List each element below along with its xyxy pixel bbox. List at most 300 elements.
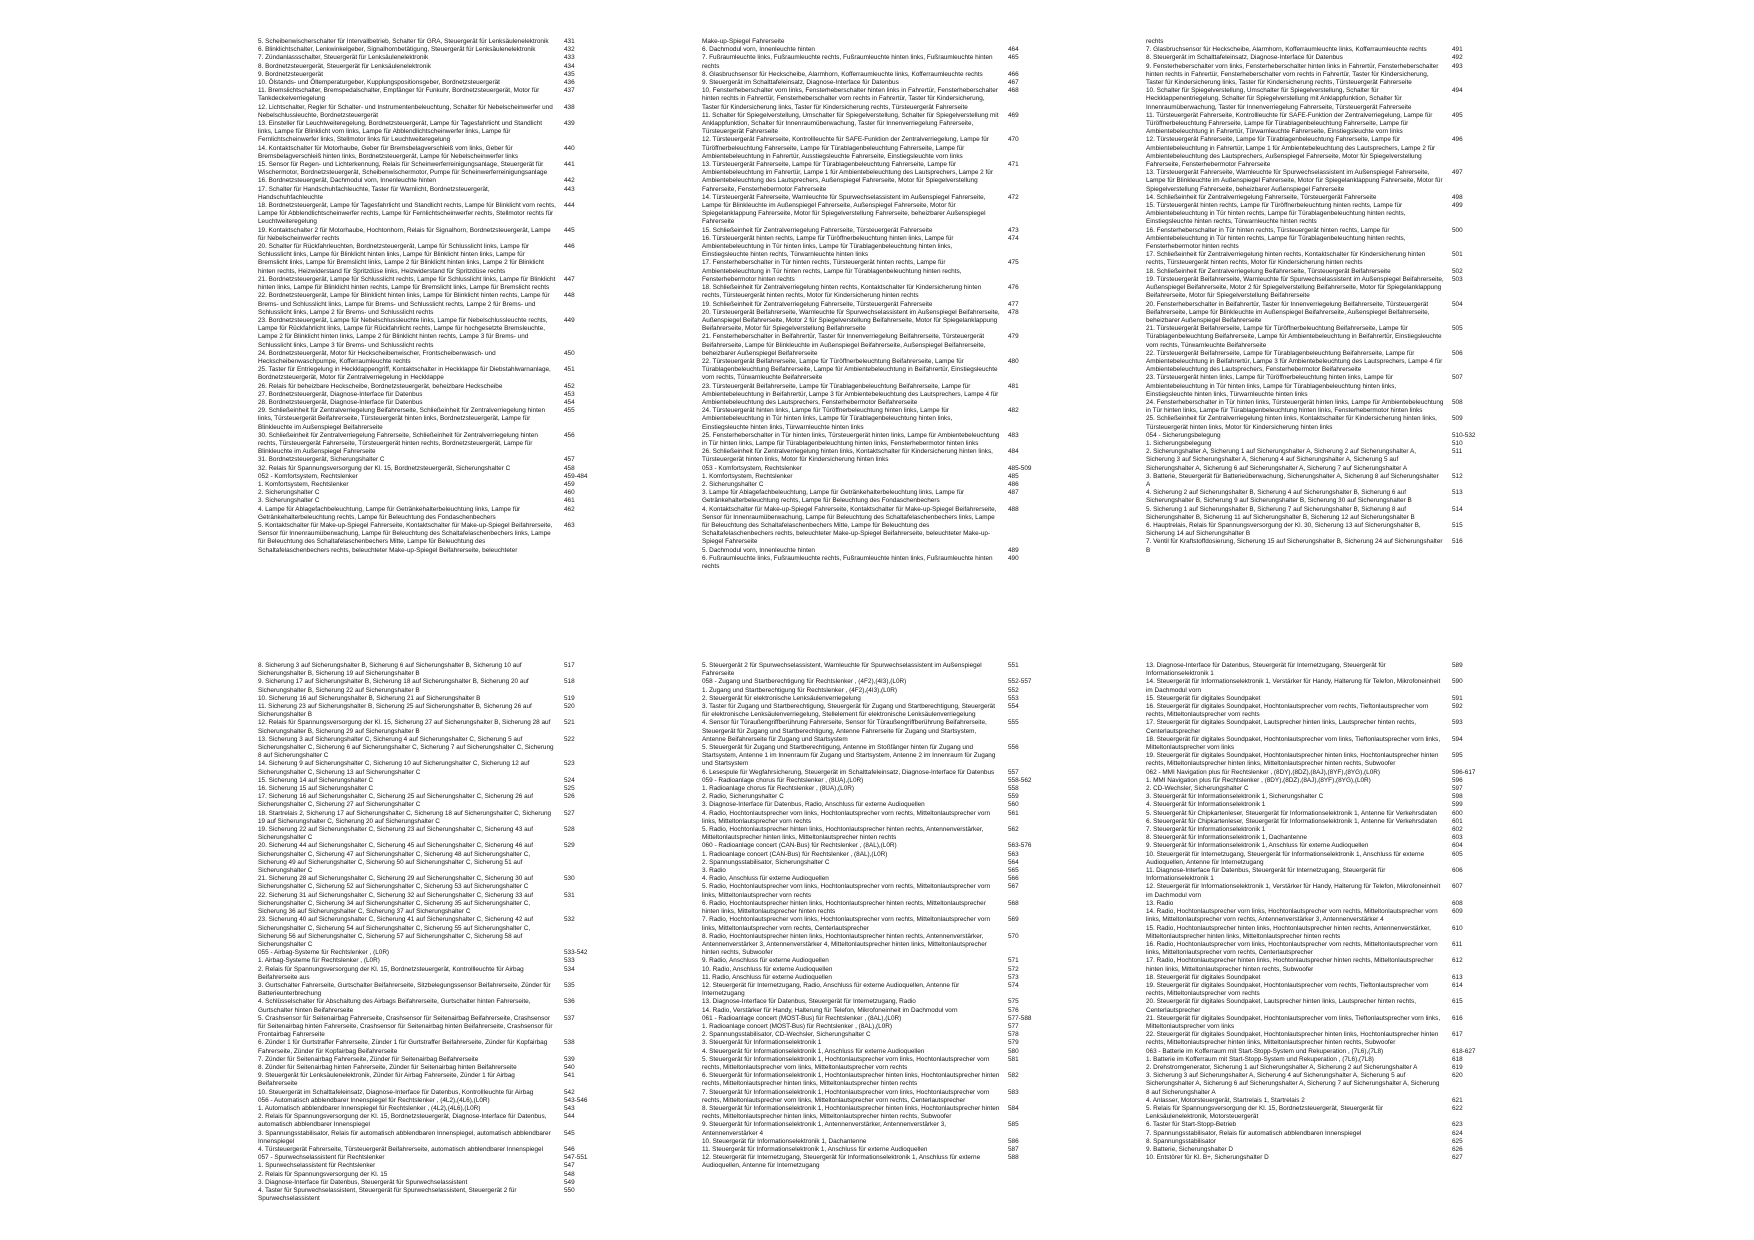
entry-page-number: 500 — [1452, 226, 1463, 234]
entry-text: 6. Fußraumleuchte links, Fußraumleuchte rechts, Fußraumleuchte hinten links, Fußraumleuchte hinten rechts — [702, 554, 993, 570]
entry-page-number: 563 — [1008, 850, 1019, 858]
entry-page-number: 533-542 — [564, 949, 588, 957]
entry-page-number: 498 — [1452, 193, 1463, 201]
index-column-3-bottom — [1146, 662, 1496, 1162]
entry-text: 13. Türsteuergerät Fahrerseite, Lampe für Türablagenbeleuchtung Fahrerseite, Lampe für Ambientebeleuchtung im Fahrertür, Lampe 1 für Ambientebeleuchtung des Lautsprechers, Lampe 2 für Ambientebeleuchtung des Lautsprechers, Außenspiegel Fahrerseite, Motor für Spiegelverstellung Fahrerseite, Fensterhebermotor Fahrerseite — [702, 161, 993, 193]
index-entry — [1146, 900, 1496, 908]
entry-page-number: 623 — [1452, 1121, 1463, 1129]
entry-text: 054 - Sicherungsbelegung — [1146, 431, 1221, 439]
entry-text: 16. Fensterheberschalter in Tür hinten rechts, Türsteuergerät hinten rechts, Lampe für Ambientebeleuchtung in Tür hinten rechts, Lampe für Türablagenbeleuchtung hinten rechts, Fensterhebermotor hinten rechts — [1146, 226, 1406, 251]
index-entry — [702, 79, 1052, 87]
index-entry — [1146, 440, 1496, 448]
index-entry — [1146, 801, 1496, 809]
entry-page-number: 588 — [1008, 1154, 1019, 1162]
section-heading — [258, 473, 608, 481]
entry-text: 5. Kontaktschalter für Make-up-Spiegel Fahrerseite, Kontaktschalter für Make-up-Spiegel Beifahrerseite, Sensor für Innenraumüberwachung, Lampe für Beleuchtung des Schaltafelaschenbechers links, Lampe für Beleuchtung des Schaltafelaschenbechers Mitte, Lampe für Beleuchtung des Schaltafelaschenbechers rechts, beleuchteter Make-up-Spiegel Beifahrerseite, beleuchteter — [258, 521, 553, 554]
entry-page-number: 585 — [1008, 1121, 1019, 1129]
index-entry — [1146, 982, 1496, 998]
entry-page-number: 577 — [1008, 1022, 1019, 1030]
section-heading — [702, 678, 1052, 686]
entry-text: 2. Sicherungshalter C — [258, 489, 320, 497]
entry-page-number: 595 — [1452, 752, 1463, 760]
entry-page-number: 569 — [1008, 916, 1019, 924]
entry-page-number: 576 — [1008, 1006, 1019, 1014]
entry-page-number: 482 — [1008, 407, 1019, 415]
index-entry — [1146, 251, 1496, 267]
entry-text: 23. Sicherung 40 auf Sicherungshalter C, Sicherung 41 auf Sicherungshalter C, Sicherung 42 auf Sicherungshalter C, Sicherung 54 auf Sicherungshalter C, Sicherung 55 auf Sicherungshalter C, Sicherung 56 auf Sicherungshalter C, Sicherung 57 auf Sicherungshalter C, Sicherung 58 auf Sicherungshalter C — [258, 916, 533, 948]
entry-page-number: 596-617 — [1452, 768, 1476, 776]
index-entry — [258, 1105, 608, 1113]
index-entry — [1146, 112, 1496, 137]
entry-text: 2. Radio, Sicherungshalter C — [702, 793, 784, 801]
index-entry — [258, 202, 608, 227]
entry-page-number: 512 — [1452, 472, 1463, 480]
entry-text: 7. Spannungsstabilisator, Relais für automatisch abblendbaren Innenspiegel — [1146, 1129, 1362, 1137]
entry-text: 4. Sensor für Türaußengriffberührung Fahrerseite, Sensor für Türaußengriffberührung Beifahrerseite, Steuergerät für Zugang und Startberechtigung, Antenne Fahrerseite für Zugang und Startsystem, Antenne Beifahrerseite für Zugang und Startsystem — [702, 719, 987, 743]
entry-text: 8. Spannungsstabilisator — [1146, 1137, 1216, 1145]
entry-text: 12. Türsteuergerät Fahrerseite, Lampe für Türablagenbeleuchtung Fahrerseite, Lampe für Ambientebeleuchtung in Fahrertür, Lampe 1 für Ambientebeleuchtung des Lautsprechers, Lampe 2 für Ambientebeleuchtung des Lautsprechers, Außenspiegel Fahrerseite, Motor für Spiegelverstellung Fahrerseite, Fensterhebermotor Fahrerseite — [1146, 136, 1436, 169]
entry-page-number: 494 — [1452, 87, 1463, 95]
entry-page-number: 445 — [564, 226, 575, 234]
index-entry — [258, 71, 608, 79]
entry-page-number: 458 — [564, 464, 575, 472]
entry-text: 053 - Komfortsystem, Rechtslenker — [702, 464, 802, 472]
entry-page-number: 554 — [1008, 703, 1019, 711]
entry-text: 20. Steuergerät für digitales Soundpaket, Lautsprecher hinten links, Lautsprecher hinten rechts, Centerlautsprecher — [1146, 998, 1416, 1014]
entry-text: 3. Sicherungshalter C — [258, 497, 320, 505]
entry-text: 060 - Radioanlage concert (CAN-Bus) für Rechtslenker , (8AL),(L0R) — [702, 842, 897, 850]
section-heading — [1146, 1048, 1496, 1056]
entry-page-number: 572 — [1008, 965, 1019, 973]
entry-text: 25. Fensterheberschalter in Tür hinten links, Türsteuergerät hinten links, Lampe für Ambientebeleuchtung in Tür hinten links, Lampe für Türablagenbeleuchtung hinten links, Fensterhebermotor hinten links — [702, 431, 1000, 447]
entry-page-number: 432 — [564, 46, 575, 54]
index-entry — [258, 678, 608, 694]
index-entry — [1146, 736, 1496, 752]
index-entry — [258, 350, 608, 366]
entry-page-number: 485 — [1008, 472, 1019, 480]
entry-text: 14. Türsteuergerät Fahrerseite, Warnleuchte für Spurwechselassistent im Außenspiegel Fahrerseite, Lampe für Blinkleuchte im Außenspiegel Fahrerseite, Außenspiegel Fahrerseite, Motor für Spiegelanklappung Fahrerseite, Motor für Spiegelverstellung Fahrerseite, beheizbarer Außenspiegel Fahrerseite — [702, 193, 986, 226]
index-column-1-bottom — [258, 662, 608, 1203]
index-entry — [258, 120, 608, 145]
entry-page-number: 609 — [1452, 908, 1463, 916]
index-entry — [1146, 957, 1496, 973]
entry-page-number: 480 — [1008, 357, 1019, 365]
entry-page-number: 552 — [1008, 686, 1019, 694]
entry-text: Make-up-Spiegel Fahrerseite — [702, 38, 785, 45]
entry-text: 14. Kontaktschalter für Motorhaube, Geber für Bremsbelagverschleiß vorn links, Geber für Bremsbelagverschleiß hinten links, Bordnetzsteuergerät, Lampe für Nebelscheinwerfer links — [258, 144, 519, 160]
index-entry — [702, 489, 1052, 505]
entry-text: 21. Sicherung 28 auf Sicherungshalter C, Sicherung 29 auf Sicherungshalter C, Sicherung 30 auf Sicherungshalter C, Sicherung 52 auf Sicherungshalter C, Sicherung 53 auf Sicherungshalter C — [258, 875, 533, 891]
entry-text: 5. Steuergerät für Chipkartenleser, Steuergerät für Informationselektronik 1, Antenne für Verkehrsdaten — [1146, 809, 1437, 817]
index-entry — [702, 957, 1052, 965]
entry-text: 14. Steuergerät für Informationselektronik 1, Verstärker für Handy, Halterung für Telefon, Mikrofoneinheit im Dachmodul vorn — [1146, 678, 1441, 694]
entry-text: 6. Dachmodul vorn, Innenleuchte hinten — [702, 46, 815, 54]
index-entry — [258, 276, 608, 292]
index-entry — [702, 333, 1052, 358]
entry-text: 13. Sicherung 3 auf Sicherungshalter C, Sicherung 4 auf Sicherungshalter C, Sicherung 5 auf Sicherungshalter C, Sicherung 6 auf Sicherungshalter C, Sicherung 7 auf Sicherungshalter C, Sicherung 8 auf Sicherungshalter C — [258, 735, 554, 760]
entry-text: 23. Türsteuergerät Beifahrerseite, Lampe für Türablagenbeleuchtung Beifahrerseite, Lampe für Ambientebeleuchtung in Beifahrertür, Lampe 3 für Ambientebeleuchtung des Lautsprechers, Lampe 4 für Ambientebeleuchtung des Lautsprechers, Fensterhebermotor Beifahrerseite — [702, 382, 999, 406]
entry-page-number: 543-546 — [564, 1096, 588, 1104]
index-entry — [1146, 399, 1496, 415]
entry-page-number: 619 — [1452, 1063, 1463, 1071]
entry-page-number: 584 — [1008, 1104, 1019, 1112]
entry-text: 8. Radio, Hochtonlautsprecher hinten links, Hochtonlautsprecher hinten rechts, Antennenverstärker, Antennenverstärker 3, Antennenverstärker 4, Mitteltonlautsprecher hinten links, Mitteltonlautsprecher hinten rechts, Subwoofer — [702, 932, 987, 957]
entry-page-number: 620 — [1452, 1072, 1463, 1080]
index-entry — [702, 1121, 1052, 1137]
index-entry — [702, 826, 1052, 842]
index-entry — [1146, 826, 1496, 834]
entry-text: 27. Bordnetzsteuergerät, Diagnose-Interface für Datenbus — [258, 390, 423, 398]
index-entry — [258, 54, 608, 62]
index-entry — [1146, 941, 1496, 957]
index-entry — [1146, 227, 1496, 252]
index-entry — [258, 793, 608, 809]
entry-page-number: 558-562 — [1008, 776, 1032, 784]
index-entry — [258, 785, 608, 793]
index-entry — [1146, 301, 1496, 326]
entry-page-number: 617 — [1452, 1031, 1463, 1039]
index-entry — [702, 284, 1052, 300]
entry-page-number: 536 — [564, 998, 575, 1006]
entry-text: 16. Radio, Hochtonlautsprecher vorn links, Hochtonlautsprecher vorn rechts, Mitteltonlautsprecher vorn links, Mitteltonlautsprecher vorn rechts, Centerlautsprecher — [1146, 940, 1438, 957]
entry-text: 7. Zündanlassschalter, Steuergerät für Lenksäulenelektronik — [258, 54, 429, 62]
entry-page-number: 510-532 — [1452, 431, 1476, 439]
index-entry — [702, 982, 1052, 998]
entry-page-number: 503 — [1452, 275, 1463, 283]
entry-page-number: 434 — [564, 62, 575, 70]
entry-page-number: 567 — [1008, 883, 1019, 891]
entry-page-number: 462 — [564, 505, 575, 513]
index-entry — [258, 1187, 608, 1203]
entry-text: 6. Taster für Start-Stopp-Betrieb — [1146, 1121, 1237, 1129]
entry-page-number: 437 — [564, 87, 575, 95]
section-heading — [258, 1097, 608, 1105]
index-entry — [1146, 489, 1496, 505]
entry-text: 4. Radio, Hochtonlautsprecher vorn links, Hochtonlautsprecher vorn rechts, Mitteltonlautsprecher vorn links, Mitteltonlautsprecher vorn rechts — [702, 809, 991, 825]
entry-text: 058 - Zugang und Startberechtigung für Rechtslenker , (4F2),(4I3),(L0R) — [702, 678, 907, 686]
index-entry — [1146, 1064, 1496, 1072]
entry-page-number: 517 — [564, 662, 575, 669]
entry-text: 9. Sicherung 17 auf Sicherungshalter B, Sicherung 18 auf Sicherungshalter B, Sicherung 20 auf Sicherungshalter B, Sicherung 22 auf Sicherungshalter B — [258, 678, 529, 694]
entry-page-number: 531 — [564, 891, 575, 899]
index-entry — [258, 736, 608, 761]
index-entry — [258, 465, 608, 473]
entry-text: 21. Fensterheberschalter in Beifahrertür, Taster für Innenverriegelung Beifahrerseite, Türsteuergerät Beifahrerseite, Lampe für Blinkleuchte im Außenspiegel Beifahrerseite, Außenspiegel Beifahrerseite, beheizbarer Außenspiegel Beifahrerseite — [702, 333, 986, 357]
entry-text: 14. Sicherung 9 auf Sicherungshalter C, Sicherung 10 auf Sicherungshalter C, Sicherung 12 auf Sicherungshalter C, Sicherung 13 auf Sicherungshalter C — [258, 760, 530, 776]
entry-text: 15. Steuergerät für digitales Soundpaket — [1146, 694, 1261, 702]
index-entry — [702, 801, 1052, 809]
entry-page-number: 607 — [1452, 883, 1463, 891]
entry-page-number: 455 — [564, 407, 575, 415]
index-entry — [1146, 719, 1496, 735]
index-entry — [258, 227, 608, 243]
index-entry — [1146, 169, 1496, 194]
index-column-2-bottom — [702, 662, 1052, 1171]
entry-page-number: 580 — [1008, 1047, 1019, 1055]
entry-page-number: 534 — [564, 965, 575, 973]
entry-page-number: 463 — [564, 521, 575, 529]
entry-page-number: 443 — [564, 185, 575, 193]
entry-page-number: 597 — [1452, 785, 1463, 793]
entry-text: 4. Türsteuergerät Fahrerseite, Türsteuergerät Beifahrerseite, automatisch abblendbarer Innenspiegel — [258, 1145, 544, 1153]
entry-text: 4. Lampe für Ablagefachbeleuchtung, Lampe für Getränkehalterbeleuchtung links, Lampe für Getränkehalterbeleuchtung rechts, Lampe für Beleuchtung des Fondaschenbechers — [258, 505, 521, 521]
index-entry — [702, 719, 1052, 744]
entry-text: 12. Steuergerät für Informationselektronik 1, Verstärker für Handy, Halterung für Telefon, Mikrofoneinheit im Dachmodul vorn — [1146, 883, 1441, 899]
index-entry — [702, 916, 1052, 932]
entry-page-number: 514 — [1452, 505, 1463, 513]
entry-page-number: 527 — [564, 809, 575, 817]
index-entry — [1146, 998, 1496, 1014]
index-entry — [702, 851, 1052, 859]
entry-text: 2. Steuergerät für elektronische Lenksäulenverriegelung — [702, 694, 861, 702]
entry-text: 25. Taster für Entriegelung in Heckklappengriff, Kontaktschalter in Heckklappe für Diebstahlwarnanlage, Bordnetzsteuergerät, Motor für Zentralverriegelung in Heckklappe — [258, 366, 551, 382]
index-entry — [702, 810, 1052, 826]
entry-page-number: 590 — [1452, 678, 1463, 686]
entry-text: 13. Diagnose-Interface für Datenbus, Steuergerät für Internetzugang, Radio — [702, 998, 916, 1006]
entry-text: 3. Sicherung 3 auf Sicherungshalter A, Sicherung 4 auf Sicherungshalter A, Sicherung 5 auf Sicherungshalter A, Sicherung 6 auf Sicherungshalter A, Sicherung 7 auf Sicherungshalter A, Sicherung 8 auf Sicherungshalter A — [1146, 1072, 1440, 1096]
entry-text: 4. Steuergerät für Informationselektronik 1, Anschluss für externe Audioquellen — [702, 1047, 925, 1055]
index-entry — [702, 38, 1052, 46]
index-entry — [258, 366, 608, 382]
entry-page-number: 447 — [564, 275, 575, 283]
index-entry — [258, 1130, 608, 1146]
entry-page-number: 475 — [1008, 259, 1019, 267]
entry-text: 4. Steuergerät für Informationselektronik 1 — [1146, 801, 1266, 809]
index-entry — [258, 432, 608, 457]
entry-page-number: 593 — [1452, 719, 1463, 727]
entry-text: 17. Sicherung 16 auf Sicherungshalter C, Sicherung 25 auf Sicherungshalter C, Sicherung 26 auf Sicherungshalter C, Sicherung 27 auf Sicherungshalter C — [258, 793, 533, 809]
index-entry — [1146, 202, 1496, 227]
entry-page-number: 518 — [564, 678, 575, 686]
index-entry — [702, 473, 1052, 481]
entry-page-number: 612 — [1452, 957, 1463, 965]
index-entry — [258, 703, 608, 719]
entry-text: 18. Bordnetzsteuergerät, Lampe für Tagesfahrlicht und Standlicht rechts, Lampe für Blinklicht vorn rechts, Lampe für Abblendlichtscheinwerfer rechts, Lampe für Fernlichtscheinwerfer rechts, Stellmotor rechts für Leuchtweiteregelung — [258, 202, 556, 226]
entry-text: 2. CD-Wechsler, Sicherungshalter C — [1146, 785, 1249, 793]
entry-page-number: 520 — [564, 703, 575, 711]
index-entry — [1146, 695, 1496, 703]
index-entry — [1146, 473, 1496, 489]
entry-text: 13. Radio — [1146, 899, 1174, 907]
entry-page-number: 564 — [1008, 858, 1019, 866]
index-entry — [1146, 1105, 1496, 1121]
entry-text: 1. Komfortsystem, Rechtslenker — [702, 472, 793, 480]
index-entry — [258, 810, 608, 826]
entry-page-number: 456 — [564, 431, 575, 439]
index-entry — [258, 1015, 608, 1040]
entry-text: 19. Steuergerät für digitales Soundpaket, Hochtonlautsprecher vorn rechts, Tieftonlautsprecher vorn rechts, Mitteltonlautsprecher vorn rechts — [1146, 981, 1429, 998]
section-heading — [1146, 432, 1496, 440]
entry-text: 20. Schalter für Rückfahrleuchten, Bordnetzsteuergerät, Lampe für Schlusslicht links, Lampe für Schlusslicht links, Lampe für Blinklicht hinten links, Lampe für Blinklicht hinten links, Lampe für Bremslicht links, Lampe für Bremslicht links, Lampe 2 für Blinklicht hinten links, Lampe 2 für Blinklicht hinten rechts, Heizwiderstand für Spritzdüse links, Heizwiderstand für Spritzdüse rechts — [258, 243, 544, 275]
entry-text: 4. Kontaktschalter für Make-up-Spiegel Fahrerseite, Kontaktschalter für Make-up-Spiegel Beifahrerseite, Sensor für Innenraumüberwachung, Lampe für Beleuchtung des Schaltafelaschenbechers links, Lampe für Beleuchtung des Schaltafelaschenbechers Mitte, Lampe für Beleuchtung des Schaltafelaschenbechers rechts, beleuchteter Make-up-Spiegel Beifahrerseite, beleuchteter Make-up-Spiegel Fahrerseite — [702, 505, 997, 546]
entry-text: 6. Blinklichtschalter, Lenkwinkelgeber, Signalhornbetätigung, Steuergerät für Lenksäulenelektronik — [258, 46, 536, 54]
entry-page-number: 622 — [1452, 1104, 1463, 1112]
entry-text: 10. Radio, Anschluss für externe Audioquellen — [702, 965, 833, 973]
index-entry — [702, 547, 1052, 555]
entry-text: 4. Schlüsselschalter für Abschaltung des Airbags Beifahrerseite, Gurtschalter hinten Fahrerseite, Gurtschalter hinten Beifahrerseite — [258, 998, 531, 1014]
entry-text: 2. Spannungsstabilisator, Sicherungshalter C — [702, 858, 830, 866]
entry-page-number: 578 — [1008, 1031, 1019, 1039]
entry-page-number: 502 — [1452, 267, 1463, 275]
entry-text: 2. Spannungsstabilisator, CD-Wechsler, Sicherungshalter C — [702, 1031, 871, 1039]
entry-text: rechts — [1146, 38, 1164, 45]
index-entry — [258, 497, 608, 505]
index-entry — [258, 522, 608, 555]
index-entry — [702, 161, 1052, 194]
entry-page-number: 495 — [1452, 111, 1463, 119]
index-entry — [702, 301, 1052, 309]
entry-page-number: 594 — [1452, 735, 1463, 743]
entry-page-number: 602 — [1452, 826, 1463, 834]
index-entry — [1146, 46, 1496, 54]
entry-text: 9. Bordnetzsteuergerät — [258, 70, 324, 78]
entry-page-number: 446 — [564, 243, 575, 251]
entry-text: 16. Bordnetzsteuergerät, Dachmodul vorn, Innenleuchte hinten — [258, 177, 436, 185]
index-entry — [1146, 1121, 1496, 1129]
entry-text: 18. Steuergerät für digitales Soundpaket — [1146, 973, 1261, 981]
entry-text: 11. Bremslichtschalter, Bremspedalschalter, Empfänger für Funkuhr, Bordnetzsteuergerät, Motor für Tankdeckelverriegelung — [258, 87, 540, 103]
entry-page-number: 465 — [1008, 54, 1019, 62]
entry-text: 17. Steuergerät für digitales Soundpaket, Lautsprecher hinten links, Lautsprecher hinten rechts, Centerlautsprecher — [1146, 719, 1416, 735]
entry-text: 29. Schließeinheit für Zentralverriegelung Beifahrerseite, Schließeinheit für Zentralverriegelung hinten links, Türsteuergerät Beifahrerseite, Türsteuergerät hinten links, Bordnetzsteuergerät, Lampe für Blinkleuchte im Außenspiegel Beifahrerseite — [258, 407, 546, 431]
entry-page-number: 439 — [564, 120, 575, 128]
entry-text: 22. Sicherung 31 auf Sicherungshalter C, Sicherung 32 auf Sicherungshalter C, Sicherung 33 auf Sicherungshalter C, Sicherung 34 auf Sicherungshalter C, Sicherung 35 auf Sicherungshalter C, Sicherung 36 auf Sicherungshalter C, Sicherung 37 auf Sicherungshalter C — [258, 891, 533, 916]
entry-text: 5. Scheibenwischerschalter für Intervallbetrieb, Schalter für GRA, Steuergerät für Lenksäulenelektronik — [258, 38, 549, 45]
entry-page-number: 473 — [1008, 226, 1019, 234]
entry-text: 3. Diagnose-Interface für Datenbus, Radio, Anschluss für externe Audioquellen — [702, 801, 925, 809]
section-heading — [702, 842, 1052, 850]
index-entry — [1146, 350, 1496, 375]
entry-text: 8. Sicherung 3 auf Sicherungshalter B, Sicherung 6 auf Sicherungshalter B, Sicherung 10 auf Sicherungshalter B, Sicherung 19 auf Sicherungshalter B — [258, 662, 522, 678]
index-entry — [258, 506, 608, 522]
index-entry — [258, 1162, 608, 1170]
index-entry — [258, 998, 608, 1014]
entry-page-number: 589 — [1452, 662, 1463, 669]
entry-page-number: 506 — [1452, 349, 1463, 357]
entry-text: 14. Radio, Verstärker für Handy, Halterung für Telefon, Mikrofoneinheit im Dachmodul vorn — [702, 1006, 958, 1014]
entry-text: 1. Automatisch abblendbarer Innenspiegel für Rechtslenker , (4L2),(4L6),(L0R) — [258, 1104, 481, 1112]
entry-text: 8. Steuergerät für Informationselektronik 1, Hochtonlautsprecher hinten links, Hochtonlautsprecher hinten rechts, Mitteltonlautsprecher hinten links, Mitteltonlautsprecher hinten rechts, Subwoofer — [702, 1104, 1000, 1121]
index-entry — [1146, 1154, 1496, 1162]
entry-page-number: 441 — [564, 161, 575, 169]
index-entry — [1146, 1097, 1496, 1105]
index-entry — [258, 982, 608, 998]
index-entry — [702, 662, 1052, 678]
index-entry — [258, 1039, 608, 1055]
index-entry — [702, 481, 1052, 489]
index-entry — [702, 785, 1052, 793]
entry-text: 21. Steuergerät für digitales Soundpaket, Hochtonlautsprecher vorn links, Tieftonlautsprecher vorn links, Mitteltonlautsprecher vorn links — [1146, 1014, 1441, 1030]
entry-page-number: 538 — [564, 1039, 575, 1047]
entry-page-number: 435 — [564, 70, 575, 78]
entry-text: 13. Einsteller für Leuchtweiteregelung, Bordnetzsteuergerät, Lampe für Tagesfahrlicht und Standlicht links, Lampe für Blinklicht vorn links, Lampe für Abblendlichtscheinwerfer links, Lampe für Fernlichtscheinwerfer links, Stellmotor links für Leuchtweiteregelung — [258, 120, 543, 144]
index-entry — [258, 456, 608, 464]
entry-text: 10. Steuergerät im Schalttafeleinsatz, Diagnose-Interface für Datenbus, Kontrollleuchte für Airbag — [258, 1088, 534, 1096]
entry-page-number: 499 — [1452, 202, 1463, 210]
entry-page-number: 574 — [1008, 981, 1019, 989]
index-entry — [702, 695, 1052, 703]
index-entry — [258, 38, 608, 46]
entry-text: 17. Radio, Hochtonlautsprecher hinten links, Hochtonlautsprecher hinten rechts, Mitteltonlautsprecher hinten links, Mitteltonlautsprecher hinten rechts, Subwoofer — [1146, 957, 1434, 973]
entry-page-number: 516 — [1452, 538, 1463, 546]
entry-page-number: 504 — [1452, 300, 1463, 308]
entry-text: 24. Türsteuergerät hinten links, Lampe für Türöffnerbeleuchtung hinten links, Lampe für Ambientebeleuchtung in Tür hinten links, Lampe für Türablagenbeleuchtung hinten links, Einstiegsleuchte hinten links, Türwarnleuchte hinten links — [702, 407, 953, 431]
entry-text: 19. Kontaktschalter 2 für Motorhaube, Hochtonhorn, Relais für Signalhorn, Bordnetzsteuergerät, Lampe für Nebelscheinwerfer rechts — [258, 226, 551, 242]
entry-page-number: 547-551 — [564, 1154, 588, 1162]
entry-text: 2. Relais für Spannungsversorgung der Kl. 15, Bordnetzsteuergerät, Diagnose-Interface für Datenbus, automatisch abblendbarer Innenspiegel — [258, 1113, 547, 1129]
index-entry — [702, 1105, 1052, 1121]
entry-page-number: 624 — [1452, 1129, 1463, 1137]
entry-page-number: 553 — [1008, 694, 1019, 702]
entry-text: 062 - MMI Navigation plus für Rechtslenker , (8DY),(8DZ),(8AJ),(8YF),(8YG),(L0R) — [1146, 768, 1381, 776]
entry-page-number: 468 — [1008, 87, 1019, 95]
entry-page-number: 568 — [1008, 899, 1019, 907]
entry-page-number: 583 — [1008, 1088, 1019, 1096]
entry-page-number: 491 — [1452, 46, 1463, 54]
entry-page-number: 440 — [564, 144, 575, 152]
entry-text: 1. Airbag-Systeme für Rechtslenker , (L0R) — [258, 957, 380, 965]
entry-text: 19. Sicherung 22 auf Sicherungshalter C, Sicherung 23 auf Sicherungshalter C, Sicherung 43 auf Sicherungshalter C — [258, 826, 533, 842]
index-entry — [702, 966, 1052, 974]
index-entry — [702, 1056, 1052, 1072]
entry-text: 11. Türsteuergerät Fahrerseite, Kontrollleuchte für SAFE-Funktion der Zentralverriegelung, Lampe für Türöffnerbeleuchtung Fahrerseite, Lampe für Türablagenbeleuchtung Fahrerseite, Lampe für Ambientebeleuchtung in Fahrertür, Türwarnleuchte Fahrerseite, Einstiegsleuchte vorn links — [1146, 111, 1433, 136]
entry-page-number: 541 — [564, 1072, 575, 1080]
entry-page-number: 487 — [1008, 489, 1019, 497]
index-entry — [258, 1089, 608, 1097]
index-entry — [702, 998, 1052, 1006]
entry-page-number: 521 — [564, 719, 575, 727]
entry-page-number: 582 — [1008, 1072, 1019, 1080]
entry-page-number: 525 — [564, 785, 575, 793]
entry-text: 28. Bordnetzsteuergerät, Diagnose-Interface für Datenbus — [258, 398, 423, 406]
index-entry — [1146, 276, 1496, 301]
entry-page-number: 483 — [1008, 431, 1019, 439]
index-entry — [258, 186, 608, 202]
entry-page-number: 452 — [564, 382, 575, 390]
index-entry — [702, 974, 1052, 982]
entry-text: 5. Relais für Spannungsversorgung der Kl. 15, Bordnetzsteuergerät, Steuergerät für Lenksäulenelektronik, Motorsteuergerät — [1146, 1104, 1383, 1121]
index-entry — [258, 79, 608, 87]
entry-text: 12. Türsteuergerät Fahrerseite, Kontrollleuchte für SAFE-Funktion der Zentralverriegelung, Lampe für Türöffnerbeleuchtung Fahrerseite, Lampe für Türablagenbeleuchtung Fahrerseite, Lampe für Ambientebeleuchtung in Fahrertür, Ausstiegsleuchte Fahrerseite, Einstiegsleuchte vorn links — [702, 136, 989, 160]
entry-text: 12. Relais für Spannungsversorgung der Kl. 15, Sicherung 27 auf Sicherungshalter B, Sicherung 28 auf Sicherungshalter B, Sicherung 29 auf Sicherungshalter B — [258, 719, 551, 735]
entry-text: 21. Bordnetzsteuergerät, Lampe für Schlusslicht rechts, Lampe für Schlusslicht links, Lampe für Blinklicht hinten links, Lampe für Blinklicht hinten rechts, Lampe für Bremslicht links, Lampe für Bremslicht rechts — [258, 275, 556, 292]
section-heading — [702, 1015, 1052, 1023]
entry-text: 20. Türsteuergerät Beifahrerseite, Warnleuchte für Spurwechselassistent im Außenspiegel Beifahrerseite, Außenspiegel Beifahrerseite, Motor 2 für Spiegelverstellung Beifahrerseite, Motor für Spiegelanklappung Beifahrerseite, Motor für Spiegelverstellung Beifahrerseite — [702, 308, 1000, 333]
entry-text: 8. Bordnetzsteuergerät, Steuergerät für Lenksäulenelektronik — [258, 62, 432, 70]
entry-text: 4. Taster für Spurwechselassistent, Steuergerät für Spurwechselassistent, Steuergerät 2 für Spurwechselassistent — [258, 1187, 517, 1203]
index-entry — [1146, 38, 1496, 46]
entry-text: 15. Sensor für Regen- und Lichterkennung, Relais für Scheinwerferreinigungsanlage, Steuergerät für Wischermotor, Bordnetzsteuergerät, Scheibenwischermotor, Pumpe für Scheinwerferreinigungsanlage — [258, 161, 548, 177]
index-entry — [258, 1146, 608, 1154]
entry-text: 1. Zugang und Startberechtigung für Rechtslenker , (4F2),(4I3),(L0R) — [702, 686, 898, 694]
index-entry — [702, 432, 1052, 448]
entry-text: 17. Fensterheberschalter in Tür hinten rechts, Türsteuergerät hinten rechts, Lampe für Ambientebeleuchtung in Tür hinten rechts, Lampe für Türablagenbeleuchtung hinten rechts, Fensterhebermotor hinten rechts — [702, 259, 962, 283]
entry-page-number: 566 — [1008, 875, 1019, 883]
entry-text: 5. Crashsensor für Seitenairbag Fahrerseite, Crashsensor für Seitenairbag Beifahrerseite, Crashsensor für Seitenairbag hinten Fahrerseite, Crashsensor für Seitenairbag hinten Beifahrerseite, Crashsensor für Frontairbag Fahrerseite — [258, 1014, 553, 1039]
entry-text: 5. Steuergerät für Informationselektronik 1, Hochtonlautsprecher vorn links, Hochtonlautsprecher vorn rechts, Mitteltonlautsprecher vorn links, Mitteltonlautsprecher vorn rechts — [702, 1055, 990, 1071]
index-entry — [702, 54, 1052, 70]
entry-text: 2. Sicherungshalter C — [702, 480, 764, 488]
entry-page-number: 453 — [564, 390, 575, 398]
entry-text: 9. Steuergerät für Informationselektronik 1, Antennenverstärker, Antennenverstärker 3, Antennenverstärker 4 — [702, 1121, 947, 1137]
index-entry — [258, 1072, 608, 1088]
entry-page-number: 550 — [564, 1187, 575, 1194]
index-entry — [702, 227, 1052, 235]
index-entry — [1146, 752, 1496, 768]
entry-text: 8. Steuergerät für Informationselektronik 1, Dachantenne — [1146, 834, 1307, 842]
index-entry — [1146, 818, 1496, 826]
index-entry — [1146, 851, 1496, 867]
